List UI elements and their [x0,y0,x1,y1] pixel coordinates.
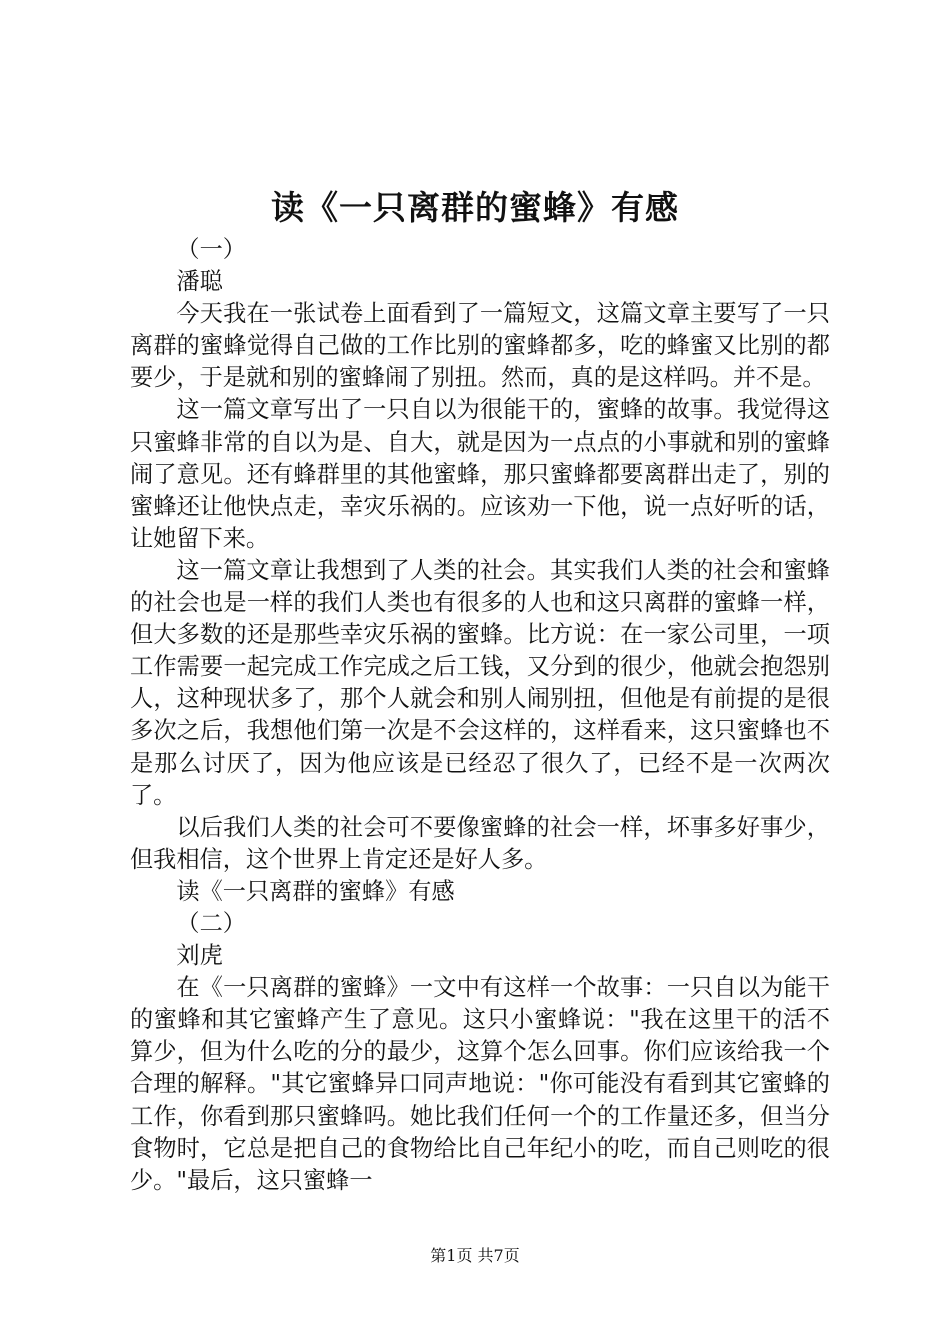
author-name-1: 潘聪 [176,268,223,296]
page-footer: 第1页 共7页 [430,1246,520,1265]
section-number-1: （一） [176,236,246,263]
paragraph: 以后我们人类的社会可不要像蜜蜂的社会一样，坏事多好事少，但我相信，这个世界上肯定还是好人多。 [130,813,830,873]
document-title: 读《一只离群的蜜蜂》有感 [271,188,679,227]
paragraph: 这一篇文章写出了一只自以为很能干的，蜜蜂的故事。我觉得这只蜜蜂非常的自以为是、自大，就是因为一点点的小事就和别的蜜蜂闹了意见。还有蜂群里的其他蜜蜂，那只蜜蜂都要离群出走了，别的蜜蜂还让他快点走，幸灾乐祸的。应该劝一下他，说一点好听的话，让她留下来。 [130,396,830,552]
section-title-2: 读《一只离群的蜜蜂》有感 [176,877,455,905]
document-body [130,234,830,1197]
paragraph: 今天我在一张试卷上面看到了一篇短文，这篇文章主要写了一只离群的蜜蜂觉得自己做的工作比别的蜜蜂都多，吃的蜂蜜又比别的都要少，于是就和别的蜜蜂闹了别扭。然而，真的是这样吗。并不是。 [130,300,830,392]
author-name-2: 刘虎 [176,942,223,970]
section-number-2: （二） [176,909,246,937]
paragraph: 在《一只离群的蜜蜂》一文中有这样一个故事：一只自以为能干的蜜蜂和其它蜜蜂产生了意见。这只小蜜蜂说："我在这里干的活不算少，但为什么吃的分的最少，这算个怎么回事。你们应该给我一个合理的解释。"其它蜜蜂异口同声地说："你可能没有看到其它蜜蜂的工作，你看到那只蜜蜂吗。她比我们任何一个的工作量还多，但当分食物时，它总是把自己的食物给比自己年纪小的吃，而自己则吃的很少。"最后，这只蜜蜂一 [130,974,830,1194]
paragraph: 这一篇文章让我想到了人类的社会。其实我们人类的社会和蜜蜂的社会也是一样的我们人类也有很多的人也和这只离群的蜜蜂一样，但大多数的还是那些幸灾乐祸的蜜蜂。比方说：在一家公司里，一项工作需要一起完成工作完成之后工钱，又分到的很少，他就会抱怨别人，这种现状多了，那个人就会和别人闹别扭，但他是有前提的是很多次之后，我想他们第一次是不会这样的，这样看来，这只蜜蜂也不是那么讨厌了，因为他应该是已经忍了很久了，已经不是一次两次了。 [130,556,830,809]
